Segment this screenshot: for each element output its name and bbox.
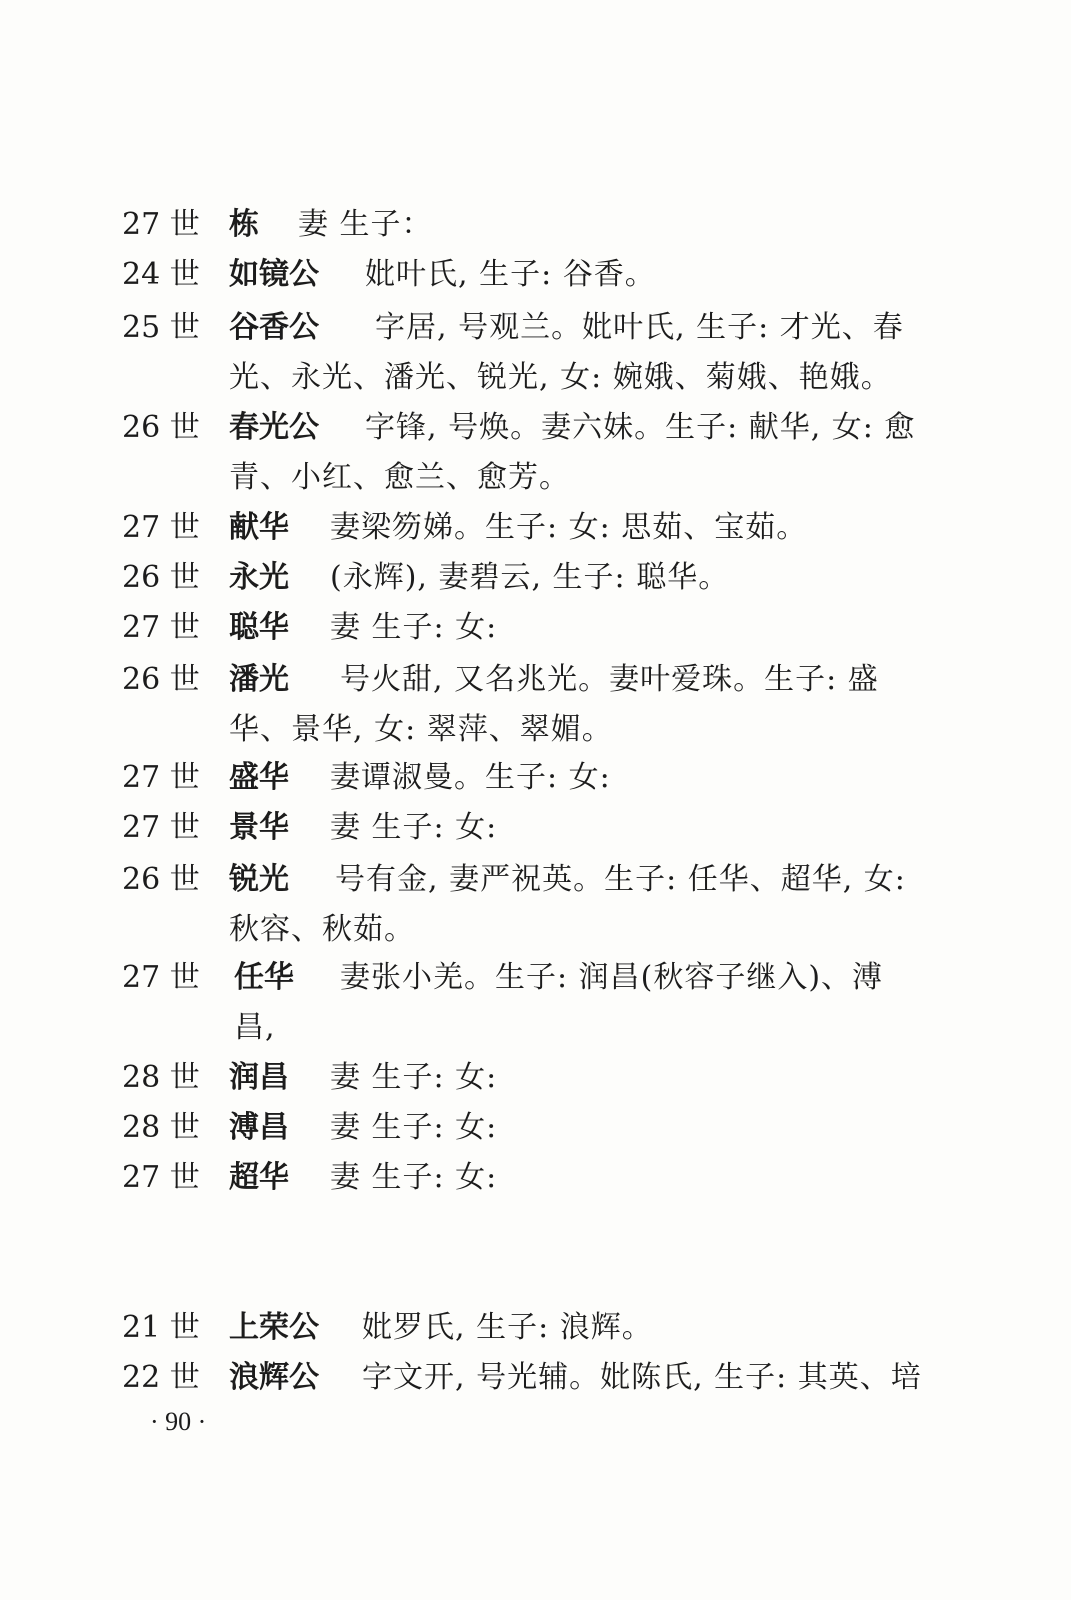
entry-text: 号有金, 妻严祝英。生子: 任华、超华, 女: <box>335 862 906 897</box>
entry-text: 妻谭淑曼。生子: 女: <box>330 760 611 795</box>
entry-text-continued: 秋容、秋茹。 <box>229 912 415 947</box>
person-name: 超华 <box>229 1160 289 1195</box>
person-name: 浪辉公 <box>229 1360 319 1395</box>
person-name: 溥昌 <box>229 1110 289 1145</box>
generation-label: 27 世 <box>122 960 200 995</box>
generation-label: 27 世 <box>122 610 200 645</box>
generation-label: 26 世 <box>122 560 200 595</box>
entry-text: 妻梁笏娣。生子: 女: 思茹、宝茹。 <box>330 510 808 545</box>
page-number: · 90 · <box>150 1407 207 1436</box>
entry-text-continued: 华、景华, 女: 翠萍、翠媚。 <box>229 712 613 747</box>
person-name: 景华 <box>229 810 289 845</box>
entry-text: 妻张小羌。生子: 润昌(秋容子继入)、溥 <box>340 960 884 995</box>
entry-text: 妻 生子: 女: <box>330 610 498 645</box>
entry-text-continued: 昌, <box>234 1010 276 1045</box>
person-name: 春光公 <box>229 410 319 445</box>
entry-text: 字居, 号观兰。妣叶氏, 生子: 才光、春 <box>375 310 904 345</box>
entry-text: 妻 生子： <box>298 207 433 242</box>
generation-label: 27 世 <box>122 1160 200 1195</box>
generation-label: 27 世 <box>122 810 200 845</box>
person-name: 上荣公 <box>229 1310 319 1345</box>
person-name: 栋 <box>229 207 259 242</box>
entry-text: (永辉), 妻碧云, 生子: 聪华。 <box>330 560 730 595</box>
person-name: 献华 <box>229 510 289 545</box>
person-name: 如镜公 <box>229 257 319 292</box>
generation-label: 27 世 <box>122 207 200 242</box>
generation-label: 28 世 <box>122 1110 200 1145</box>
person-name: 盛华 <box>229 760 289 795</box>
entry-text: 妻 生子: 女: <box>330 1110 498 1145</box>
entry-text: 号火甜, 又名兆光。妻叶爱珠。生子: 盛 <box>340 662 879 697</box>
entry-text-continued: 青、小红、愈兰、愈芳。 <box>229 460 570 495</box>
entry-text-continued: 光、永光、潘光、锐光, 女: 婉娥、菊娥、艳娥。 <box>229 360 892 395</box>
entry-text: 妻 生子: 女: <box>330 1160 498 1195</box>
generation-label: 21 世 <box>122 1310 200 1345</box>
generation-label: 25 世 <box>122 310 200 345</box>
generation-label: 22 世 <box>122 1360 200 1395</box>
person-name: 潘光 <box>229 662 289 697</box>
generation-label: 26 世 <box>122 662 200 697</box>
generation-label: 26 世 <box>122 410 200 445</box>
entry-text: 字锋, 号焕。妻六妹。生子: 献华, 女: 愈 <box>365 410 916 445</box>
generation-label: 27 世 <box>122 510 200 545</box>
generation-label: 24 世 <box>122 257 200 292</box>
person-name: 永光 <box>229 560 289 595</box>
person-name: 谷香公 <box>229 310 319 345</box>
entry-text: 字文开, 号光辅。妣陈氏, 生子: 其英、培 <box>362 1360 922 1395</box>
entry-text: 妣罗氏, 生子: 浪辉。 <box>362 1310 653 1345</box>
generation-label: 26 世 <box>122 862 200 897</box>
entry-text: 妣叶氏, 生子: 谷香。 <box>365 257 656 292</box>
person-name: 润昌 <box>229 1060 289 1095</box>
person-name: 聪华 <box>229 610 289 645</box>
person-name: 任华 <box>234 960 294 995</box>
generation-label: 27 世 <box>122 760 200 795</box>
person-name: 锐光 <box>229 862 289 897</box>
entry-text: 妻 生子: 女: <box>330 810 498 845</box>
generation-label: 28 世 <box>122 1060 200 1095</box>
entry-text: 妻 生子: 女: <box>330 1060 498 1095</box>
